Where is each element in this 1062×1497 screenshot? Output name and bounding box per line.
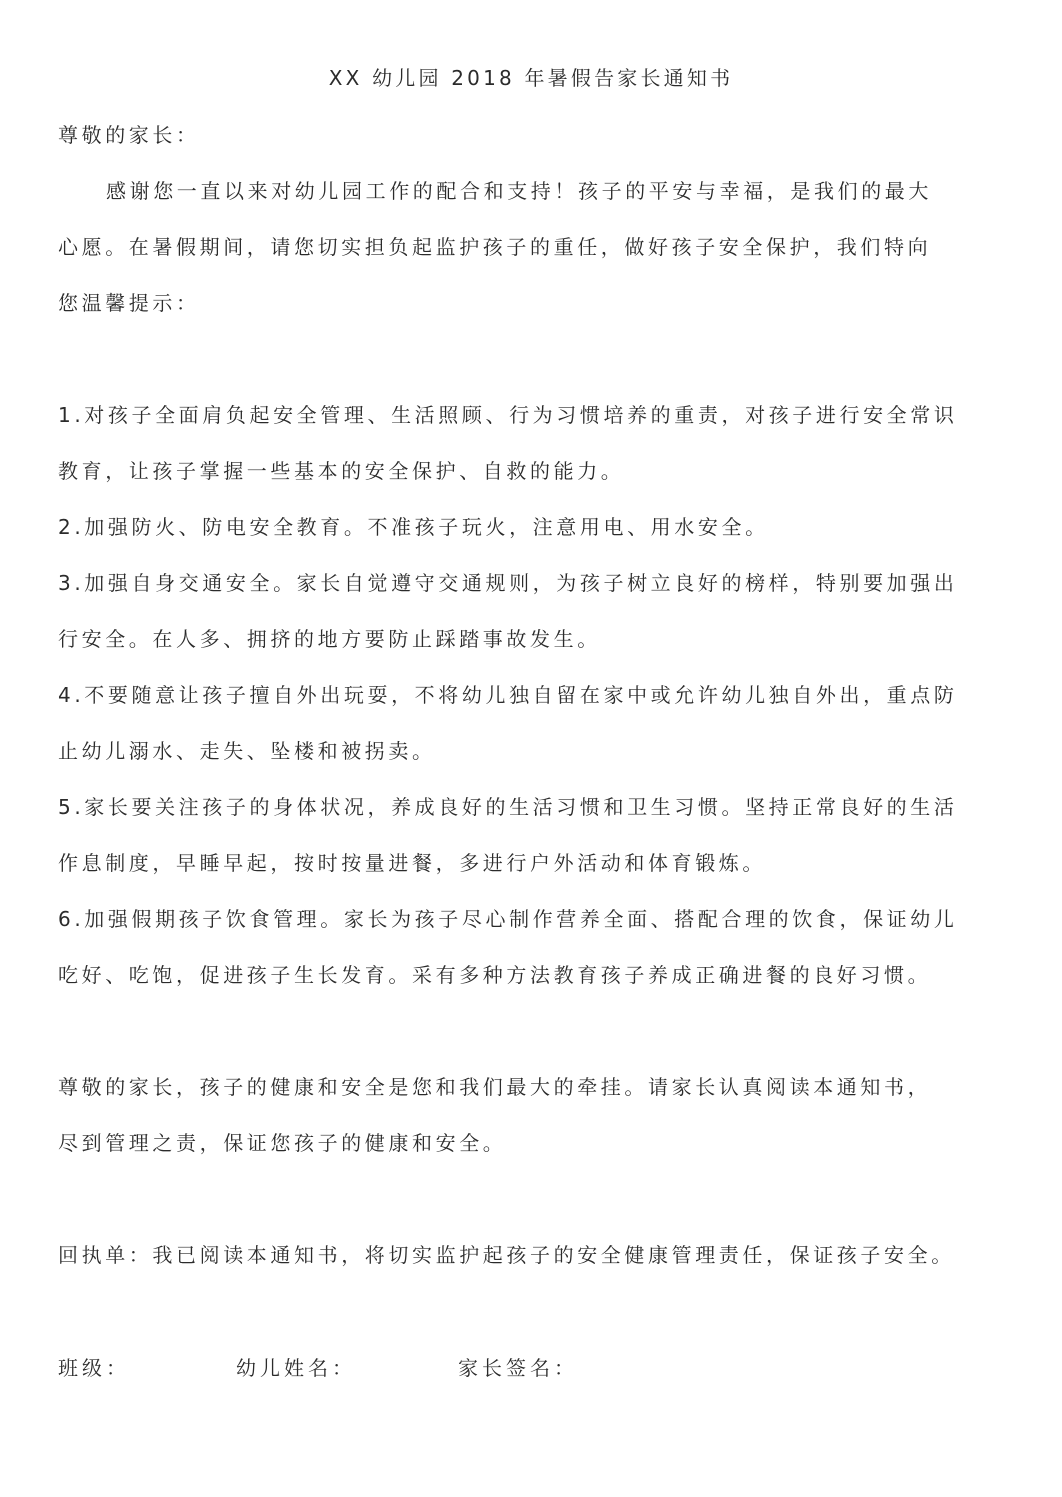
child-name-label: 幼儿姓名：	[236, 1356, 356, 1380]
salutation: 尊敬的家长：	[58, 123, 200, 147]
closing-line-1: 尊敬的家长，孩子的健康和安全是您和我们最大的牵挂。请家长认真阅读本通知书，	[58, 1075, 932, 1099]
item-5-line-2: 作息制度，早睡早起，按时按量进餐，多进行户外活动和体育锻炼。	[58, 851, 766, 875]
item-1-line-2: 教育，让孩子掌握一些基本的安全保护、自救的能力。	[58, 459, 625, 483]
intro-line-1: 感谢您一直以来对幼儿园工作的配合和支持！孩子的平安与幸福，是我们的最大	[106, 179, 932, 203]
receipt-statement: 回执单：我已阅读本通知书，将切实监护起孩子的安全健康管理责任，保证孩子安全。	[58, 1243, 955, 1267]
item-6-line-2: 吃好、吃饱，促进孩子生长发育。采有多种方法教育孩子养成正确进餐的良好习惯。	[58, 963, 932, 987]
closing-line-2: 尽到管理之责，保证您孩子的健康和安全。	[58, 1131, 507, 1155]
item-4-line-1: 4.不要随意让孩子擅自外出玩耍，不将幼儿独自留在家中或允许幼儿独自外出，重点防	[58, 683, 958, 707]
item-6-line-1: 6.加强假期孩子饮食管理。家长为孩子尽心制作营养全面、搭配合理的饮食，保证幼儿	[58, 907, 958, 931]
item-4-line-2: 止幼儿溺水、走失、坠楼和被拐卖。	[58, 739, 436, 763]
item-3-line-2: 行安全。在人多、拥挤的地方要防止踩踏事故发生。	[58, 627, 601, 651]
item-5-line-1: 5.家长要关注孩子的身体状况，养成良好的生活习惯和卫生习惯。坚持正常良好的生活	[58, 795, 958, 819]
intro-line-2: 心愿。在暑假期间，请您切实担负起监护孩子的重任，做好孩子安全保护，我们特向	[58, 235, 932, 259]
item-3-line-1: 3.加强自身交通安全。家长自觉遵守交通规则，为孩子树立良好的榜样，特别要加强出	[58, 571, 958, 595]
item-1-line-1: 1.对孩子全面肩负起安全管理、生活照顾、行为习惯培养的重责，对孩子进行安全常识	[58, 403, 958, 427]
intro-line-3: 您温馨提示：	[58, 291, 200, 315]
class-label: 班级：	[58, 1356, 130, 1380]
parent-signature-label: 家长签名：	[458, 1356, 578, 1380]
item-2-line-1: 2.加强防火、防电安全教育。不准孩子玩火，注意用电、用水安全。	[58, 515, 769, 539]
notice-title: XX 幼儿园 2018 年暑假告家长通知书	[328, 66, 734, 90]
